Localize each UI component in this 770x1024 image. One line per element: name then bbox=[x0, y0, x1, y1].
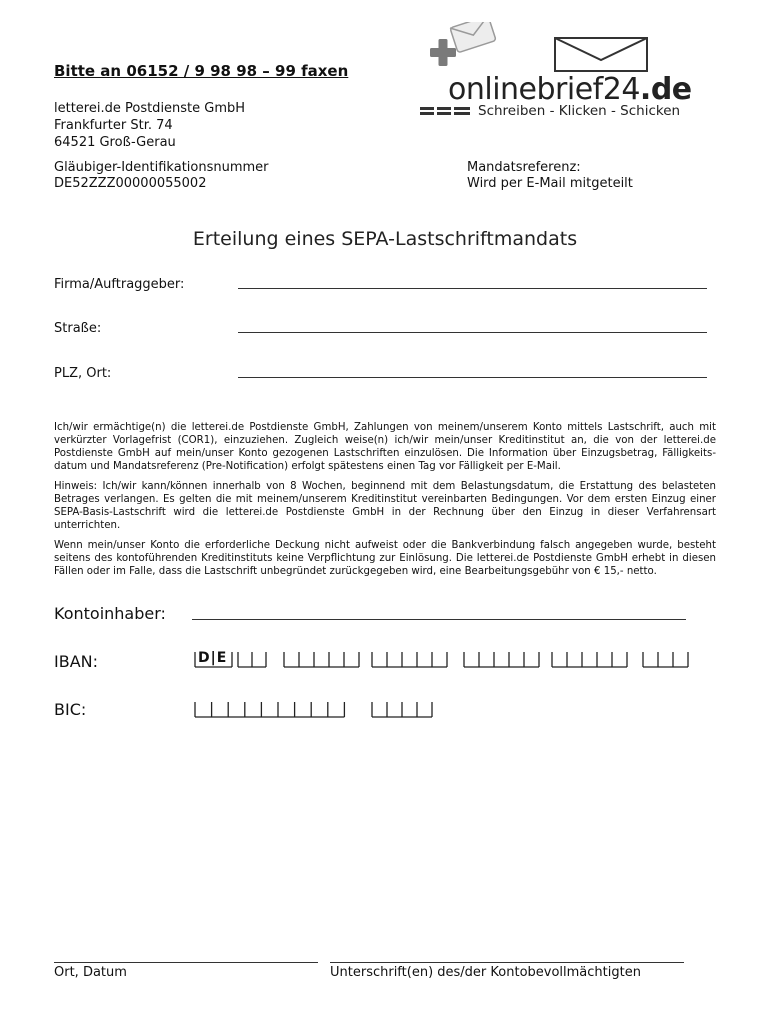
iban-label: IBAN: bbox=[54, 652, 98, 671]
creditor-address bbox=[54, 100, 245, 151]
bic-label: BIC: bbox=[54, 700, 87, 719]
mandate-ref-value: Wird per E-Mail mitgeteilt bbox=[467, 176, 633, 191]
company-logo bbox=[420, 22, 720, 122]
place-date-label: Ort, Datum bbox=[54, 965, 127, 980]
logo-tagline: Schreiben - Klicken - Schicken bbox=[478, 103, 681, 119]
iban-boxes bbox=[192, 650, 692, 672]
logo-name: onlinebrief24 bbox=[448, 72, 640, 107]
street-field[interactable] bbox=[238, 332, 707, 333]
company-field[interactable] bbox=[238, 288, 707, 289]
mandate-ref-label: Mandatsreferenz: bbox=[467, 160, 581, 175]
authorization-paragraph: Ich/wir ermächtige(n) die letterei.de Postdienste GmbH, Zahlungen von meinem/unserem Konto mittels Lastschrift, auch mit verkürzter Vorlagefrist (COR1), einzuziehen. Zugleich weise(n) ich/wir mein/unser Kreditinstitut an, die von der letterei.de Postdienste GmbH auf mein/unser Konto gezogenen Lastschriften einzulösen. Die Information über Einzugsbetrag, Fälligkeits-datum und Mandatsreferenz (Pre-Notification) erfolgt spätestens einen Tag vor Fälligkeit per E-Mail. bbox=[54, 422, 716, 472]
account-holder-field[interactable] bbox=[192, 619, 686, 620]
address-line-street: Frankfurter Str. 74 bbox=[54, 118, 173, 133]
logo-wordmark bbox=[448, 72, 692, 107]
fee-paragraph: Wenn mein/unser Konto die erforderliche Deckung nicht aufweist oder die Bankverbindung falsch angegeben wurde, besteht seitens des kontoführenden Kreditinstituts keine Verpflichtung zur Einlösung. Die letterei.de Postdienste GmbH erhebt in diesen Fällen oder im Falle, dass die Lastschrift unbegründet zurückgegeben wird, eine Bearbeitungsgebühr von € 15,- netto. bbox=[54, 540, 716, 577]
account-holder-label: Kontoinhaber: bbox=[54, 604, 166, 623]
city-label: PLZ, Ort: bbox=[54, 366, 112, 381]
creditor-id-value: DE52ZZZ00000055002 bbox=[54, 176, 207, 191]
street-label: Straße: bbox=[54, 321, 102, 336]
mandate-ref-block bbox=[467, 160, 633, 192]
creditor-id-block bbox=[54, 160, 269, 192]
signature-label: Unterschrift(en) des/der Kontobevollmächtigten bbox=[330, 965, 641, 980]
notice-paragraph: Hinweis: Ich/wir kann/können innerhalb von 8 Wochen, beginnend mit dem Belastungsdatum, die Erstattung des belasteten Betrages verlangen. Es gelten die mit meinem/unserem Kreditinstitut vereinbarten Bedingungen. Vor dem ersten Einzug einer SEPA-Basis-Lastschrift wird die letterei.de Postdienste GmbH in der Rechnung über den Einzug in dieser Verfahrensart unterrichten. bbox=[54, 481, 716, 531]
company-label: Firma/Auftraggeber: bbox=[54, 277, 185, 292]
signature-field[interactable] bbox=[330, 962, 684, 963]
bic-field[interactable] bbox=[192, 700, 452, 722]
iban-country-code: D|E bbox=[198, 650, 228, 666]
bic-boxes bbox=[192, 700, 452, 722]
address-line-company: letterei.de Postdienste GmbH bbox=[54, 101, 246, 116]
logo-tld: .de bbox=[639, 72, 692, 107]
fax-instruction: Bitte an 06152 / 9 98 98 – 99 faxen bbox=[54, 62, 349, 80]
place-date-field[interactable] bbox=[54, 962, 318, 963]
speed-lines-icon bbox=[420, 107, 472, 117]
address-line-city: 64521 Groß-Gerau bbox=[54, 135, 176, 150]
city-field[interactable] bbox=[238, 377, 707, 378]
creditor-id-label: Gläubiger-Identifikationsnummer bbox=[54, 160, 269, 175]
iban-field[interactable] bbox=[192, 650, 692, 672]
form-title: Erteilung eines SEPA-Lastschriftmandats bbox=[192, 228, 578, 250]
